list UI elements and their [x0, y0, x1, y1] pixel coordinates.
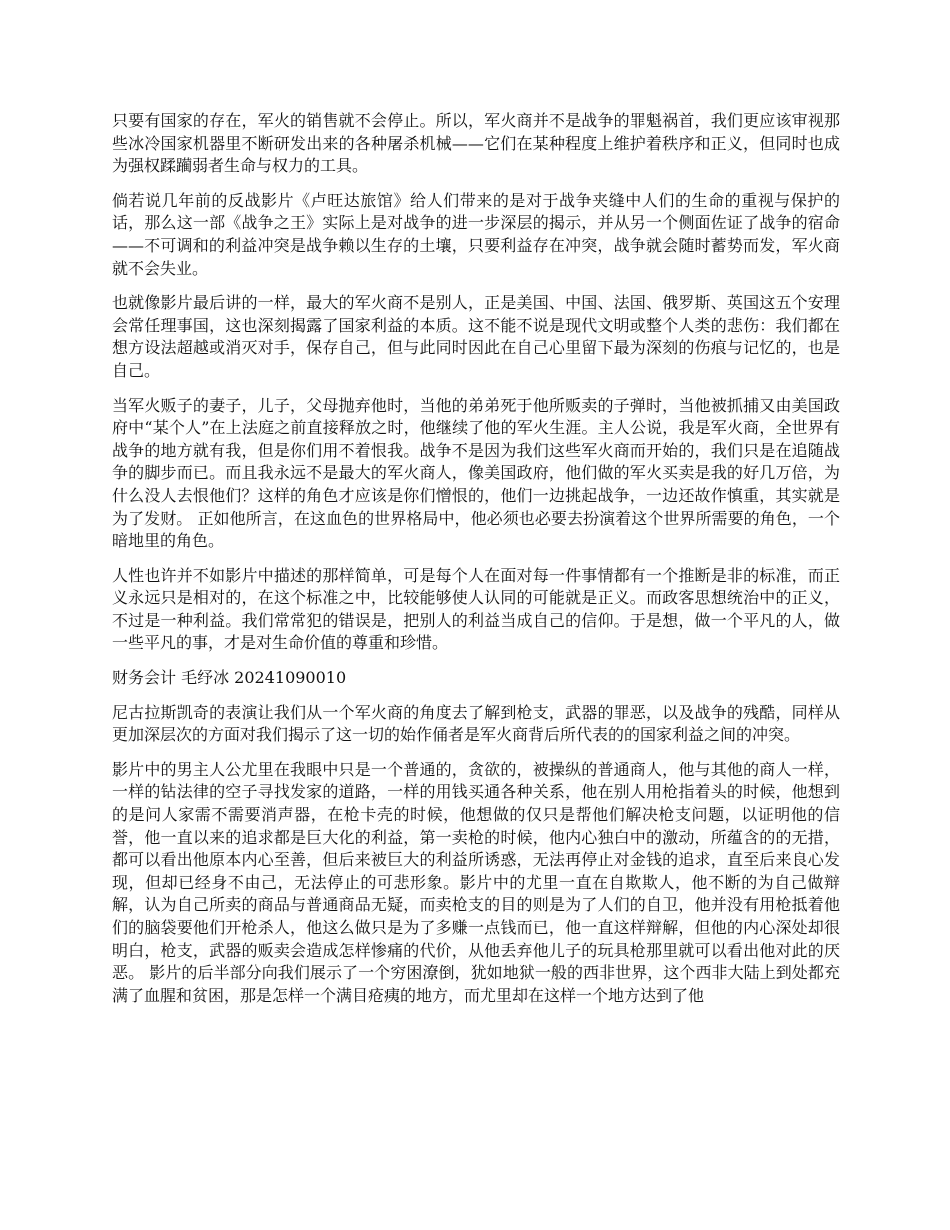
- paragraph-3: 也就像影片最后讲的一样，最大的军火商不是别人，正是美国、中国、法国、俄罗斯、英国这五个安理会常任理事国，这也深刻揭露了国家利益的本质。这不能不说是现代文明或整个人类的悲伤：我们都在想方设法超越或消灭对手，保存自己，但与此同时因此在自己心里留下最为深刻的伤痕与记忆的，也是自己。: [112, 293, 840, 380]
- author-byline: 财务会计 毛纾冰 20241090010: [112, 668, 347, 688]
- paragraph-5: 人性也许并不如影片中描述的那样简单，可是每个人在面对每一件事情都有一个推断是非的标准，而正义永远只是相对的，在这个标准之中，比较能够使人认同的可能就是正义。而政客思想统治中的正义，不过是一种利益。我们常常犯的错误是，把别人的利益当成自己的信仰。于是想，做一个平凡的人，做一些平凡的事，才是对生命价值的尊重和珍惜。: [112, 565, 840, 653]
- document-page: [112, 110, 840, 1019]
- paragraph-7: 影片中的男主人公尤里在我眼中只是一个普通的，贪欲的，被操纵的普通商人，他与其他的商人一样，一样的钻法律的空子寻找发家的道路，一样的用钱买通各种关系，他在别人用枪指着头的时候，他想到的是问人家需不需要消声器，在枪卡壳的时候，他想做的仅只是帮他们解决枪支问题，以证明他的信誉，他一直以来的追求都是巨大化的利益，第一卖枪的时候，他内心独白中的激动，所蕴含的的无措，都可以看出他原本内心至善，但后来被巨大的利益所诱惑，无法再停止对金钱的追求，直至后来良心发现，但却已经身不由己，无法停止的可悲形象。影片中的尤里一直在自欺欺人，他不断的为自己做辩解，认为自己所卖的商品与普通商品无疑，而卖枪支的目的则是为了人们的自卫，他并没有用枪抵着他们的脑袋要他们开枪杀人，他这么做只是为了多赚一点钱而已，他一直这样辩解，但他的内心深处却很明白，枪支，武器的贩卖会造成怎样惨痛的代价，从他丢弃他儿子的玩具枪那里就可以看出他对此的厌恶。 影片的后半部分向我们展示了一个穷困潦倒，犹如地狱一般的西非世界，这个西非大陆上到处都充满了血腥和贫困，那是怎样一个满目疮痍的地方，而尤里却在这样一个地方达到了他: [112, 759, 840, 1005]
- paragraph-6: 尼古拉斯凯奇的表演让我们从一个军火商的角度去了解到枪支，武器的罪恶，以及战争的残酷，同样从更加深层次的方面对我们揭示了这一切的始作俑者是军火商背后所代表的的国家利益之间的冲突。: [112, 702, 840, 745]
- paragraph-2: 倘若说几年前的反战影片《卢旺达旅馆》给人们带来的是对于战争夹缝中人们的生命的重视与保护的话，那么这一部《战争之王》实际上是对战争的进一步深层的揭示，并从另一个侧面佐证了战争的宿命——不可调和的利益冲突是战争赖以生存的土壤，只要利益存在冲突，战争就会随时蓄势而发，军火商就不会失业。: [112, 190, 840, 278]
- paragraph-1: 只要有国家的存在，军火的销售就不会停止。所以，军火商并不是战争的罪魁祸首，我们更应该审视那些冰冷国家机器里不断研发出来的各种屠杀机械——它们在某种程度上维护着秩序和正义，但同时也成为强权蹂躏弱者生命与权力的工具。: [112, 111, 840, 176]
- paragraph-4: 当军火贩子的妻子，儿子，父母抛弃他时，当他的弟弟死于他所贩卖的子弹时，当他被抓捕又由美国政府中“某个人”在上法庭之前直接释放之时，他继续了他的军火生涯。主人公说，我是军火商，全世界有战争的地方就有我，但是你们用不着恨我。战争不是因为我们这些军火商而开始的，我们只是在追随战争的脚步而已。而且我永远不是最大的军火商人，像美国政府，他们做的军火买卖是我的好几万倍，为什么没人去恨他们？这样的角色才应该是你们憎恨的，他们一边挑起战争，一边还故作慎重，其实就是为了发财。 正如他所言，在这血色的世界格局中，他必须也必要去扮演着这个世界所需要的角色，一个暗地里的角色。: [112, 395, 840, 551]
